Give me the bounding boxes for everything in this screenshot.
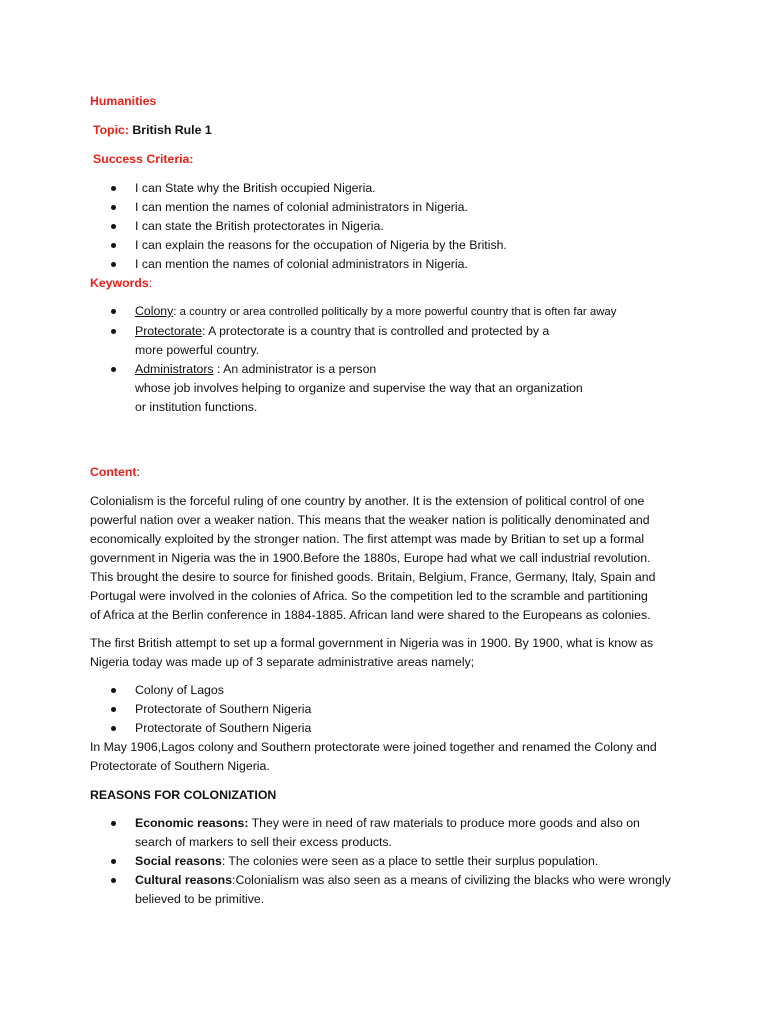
reasons-list (90, 814, 671, 909)
reasons-heading: REASONS FOR COLONIZATION (90, 788, 277, 802)
keywords-list (90, 302, 616, 417)
keyword-definition-cont: or institution functions. (135, 400, 258, 414)
content-paragraph-2 (90, 634, 690, 672)
content-label: Content (90, 465, 137, 479)
paragraph-line: The first British attempt to set up a formal government in Nigeria was in 1900. By 1900, what is know as (90, 636, 654, 650)
reason-text-cont: believed to be primitive. (135, 892, 265, 906)
paragraph-line: economically exploited by the stronger nation. The first attempt was made by Britian to set up a formal (90, 532, 645, 546)
reason-item-economic (90, 814, 671, 852)
success-criteria-label: Success Criteria: (93, 152, 194, 166)
paragraph-line: of Africa at the Berlin conference in 1884-1885. African land were shared to the Europeans as colonies. (90, 608, 651, 622)
reason-text: They were in need of raw materials to produce more goods and also on (248, 816, 640, 830)
criteria-item: I can state the British protectorates in Nigeria. (90, 217, 507, 236)
paragraph-line: powerful nation over a weaker nation. This means that the weaker nation is politically denominated and (90, 513, 650, 527)
reason-label: Social reasons (135, 854, 222, 868)
paragraph-line: This brought the desire to source for finished goods. Britain, Belgium, France, Germany, Italy, Spain and (90, 570, 656, 584)
subject-heading: Humanities (90, 94, 157, 108)
keywords-heading (90, 274, 152, 293)
paragraph-line: Nigeria today was made up of 3 separate administrative areas namely; (90, 655, 475, 669)
reason-text: : The colonies were seen as a place to settle their surplus population. (221, 854, 599, 868)
keyword-term: Administrators (135, 362, 214, 376)
criteria-item: I can explain the reasons for the occupation of Nigeria by the British. (90, 236, 507, 255)
success-criteria-list (90, 179, 507, 274)
topic-value: British Rule 1 (132, 123, 212, 137)
reason-text: :Colonialism was also seen as a means of civilizing the blacks who were wrongly (232, 873, 671, 887)
keyword-item-colony (90, 302, 616, 322)
keyword-definition-cont: more powerful country. (135, 343, 260, 357)
content-paragraph-1 (90, 492, 690, 625)
criteria-item: I can mention the names of colonial administrators in Nigeria. (90, 198, 507, 217)
reason-item-social (90, 852, 671, 871)
keyword-term: Colony (135, 304, 174, 318)
keyword-definition: : An administrator is a person (213, 362, 377, 376)
paragraph-line: Protectorate of Southern Nigeria. (90, 759, 270, 773)
criteria-item: I can mention the names of colonial administrators in Nigeria. (90, 255, 507, 274)
topic-line (93, 121, 212, 140)
topic-colon: : (124, 123, 129, 137)
reason-label: Cultural reasons (135, 873, 233, 887)
area-item: Colony of Lagos (90, 681, 311, 700)
reason-text-cont: search of markers to sell their excess products. (135, 835, 392, 849)
paragraph-line: government in Nigeria was the in 1900.Before the 1880s, Europe had what we call industrial revolution. (90, 551, 651, 565)
criteria-item: I can State why the British occupied Nigeria. (90, 179, 507, 198)
keyword-definition-cont: whose job involves helping to organize and supervise the way that an organization (135, 381, 583, 395)
paragraph-line: Portugal were involved in the colonies of Africa. So the competition led to the scramble and partitioning (90, 589, 648, 603)
area-item: Protectorate of Southern Nigeria (90, 719, 311, 738)
content-heading (90, 463, 140, 482)
keyword-term: Protectorate (135, 324, 202, 338)
content-colon: : (136, 465, 140, 479)
area-item: Protectorate of Southern Nigeria (90, 700, 311, 719)
topic-label: Topic (93, 123, 125, 137)
keyword-item-protectorate (90, 322, 616, 360)
keyword-definition: : a country or area controlled politically by a more powerful country that is often far away (173, 306, 617, 318)
keyword-item-administrators (90, 360, 616, 417)
paragraph-line: In May 1906,Lagos colony and Southern protectorate were joined together and renamed the Colony and (90, 740, 657, 754)
administrative-areas-list (90, 681, 311, 738)
keywords-label: Keywords (90, 276, 149, 290)
content-paragraph-3 (90, 738, 690, 776)
keyword-definition: : A protectorate is a country that is controlled and protected by a (202, 324, 550, 338)
reason-item-cultural (90, 871, 671, 909)
paragraph-line: Colonialism is the forceful ruling of one country by another. It is the extension of political control of one (90, 494, 645, 508)
reason-label: Economic reasons: (135, 816, 249, 830)
keywords-colon: : (148, 276, 153, 290)
